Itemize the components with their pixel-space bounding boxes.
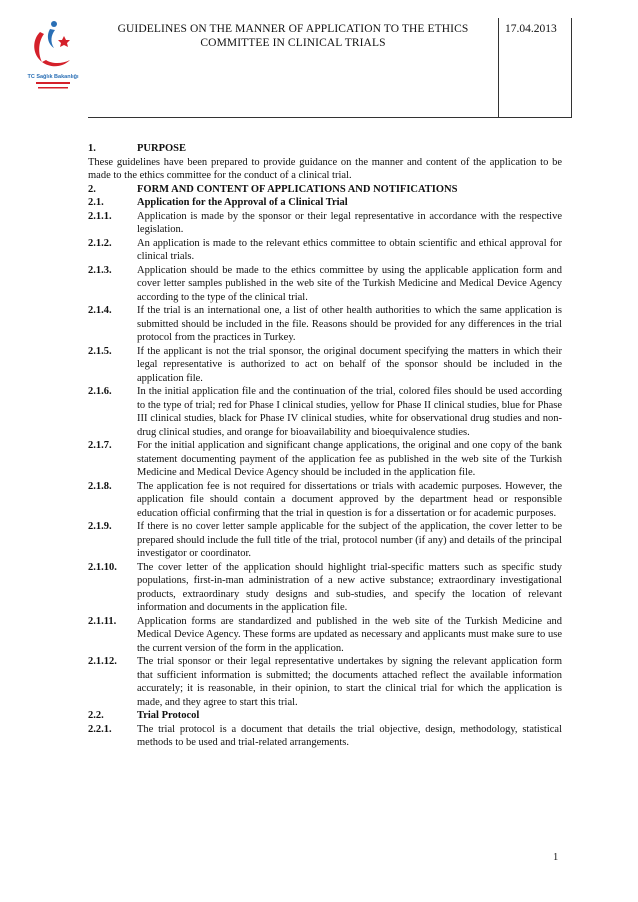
header-divider <box>498 18 499 118</box>
section-number: 2.1. <box>88 197 104 208</box>
item-number: 2.1.3. <box>88 264 112 276</box>
item-text: The trial protocol is a document that details the trial objective, design, methodology, statistical methods to be used and trial-related arrangements. <box>137 723 562 748</box>
section-number: 2.2. <box>88 710 104 721</box>
item-text: The application fee is not required for dissertations or trials with academic purposes. However, the application file should contain a document approved by the department head or responsible education official confirming that the trial in question is for a dissertation or for academic purposes. <box>137 480 562 519</box>
item-text: In the initial application file and the continuation of the trial, colored files should be used according to the type of trial; red for Phase I clinical studies, yellow for Phase II clinical studies, blue for Phase III clinical studies, black for Phase IV clinical studies, white for observational drug studies and non-drug clinical studies, and orange for bioavailability and bioequivalence studies. <box>137 386 562 438</box>
purpose-paragraph: These guidelines have been prepared to provide guidance on the manner and content of the application to be made to the ethics committee for the conduct of a clinical trial. <box>88 156 562 181</box>
item-text: Application forms are standardized and published in the web site of the Turkish Medicine and Medical Device Agency. These forms are updated as necessary and applicants must make sure to use the current version of the form in the application. <box>137 615 562 654</box>
item-text: Application should be made to the ethics committee by using the applicable application form and cover letter samples published in the web site of the Turkish Medicine and Medical Device Agency according to the type of the clinical trial. <box>137 264 562 303</box>
svg-text:TC Sağlık Bakanlığı: TC Sağlık Bakanlığı <box>27 74 79 80</box>
list-item <box>88 615 562 656</box>
item-number: 2.1.11. <box>88 615 117 627</box>
section-title: FORM AND CONTENT OF APPLICATIONS AND NOTIFICATIONS <box>137 183 458 195</box>
item-text: The trial sponsor or their legal representative undertakes by signing the relevant application form that sufficient information is submitted; the documents attached reflect the available information accurately; it is reasonable, in their opinion, to start the clinical trial for which the application is made, and they agree to start this trial. <box>137 656 562 708</box>
list-item <box>88 237 562 264</box>
item-text: An application is made to the relevant ethics committee to obtain scientific and ethical approval for clinical trials. <box>137 237 562 262</box>
section-number: 1. <box>88 143 96 154</box>
subsection-heading <box>88 709 562 723</box>
item-number: 2.1.6. <box>88 386 112 397</box>
item-number: 2.1.5. <box>88 345 112 357</box>
item-number: 2.1.12. <box>88 656 117 667</box>
list-item <box>88 655 562 709</box>
item-number: 2.1.2. <box>88 237 112 249</box>
list-item <box>88 304 562 345</box>
list-item <box>88 385 562 439</box>
item-text: The cover letter of the application should highlight trial-specific matters such as specific study populations, first-in-man administration of a new active substance; extraordinary investigational products, extraordinary study designs and sub-studies, and specify the location of relevant information and documents in the application file. <box>137 561 562 613</box>
header-box <box>88 18 572 118</box>
list-item <box>88 345 562 386</box>
item-text: If the trial is an international one, a list of other health authorities to which the same application is submitted should be included in the file. Reasons should be provided for any differences in the trial protocol from the practices in Turkey. <box>137 305 562 343</box>
section-title: Trial Protocol <box>137 710 200 721</box>
item-number: 2.1.9. <box>88 521 112 532</box>
subsection-heading <box>88 196 562 210</box>
list-item <box>88 480 562 521</box>
item-number: 2.1.4. <box>88 305 112 316</box>
list-item <box>88 723 562 750</box>
section-heading <box>88 183 562 197</box>
ministry-logo <box>24 18 82 98</box>
document-date: 17.04.2013 <box>505 23 557 35</box>
section-heading <box>88 142 562 156</box>
item-number: 2.1.8. <box>88 480 112 492</box>
document-title: GUIDELINES ON THE MANNER OF APPLICATION TO THE ETHICS COMMITTEE IN CLINICAL TRIALS <box>117 23 469 49</box>
item-number: 2.1.1. <box>88 210 112 222</box>
list-item <box>88 210 562 237</box>
section-number: 2. <box>88 183 96 195</box>
list-item <box>88 561 562 615</box>
list-item <box>88 439 562 480</box>
item-text: If the applicant is not the trial sponsor, the original document specifying the matters in which their legal representative is authorized to act on behalf of the sponsor should be included in the application file. <box>137 345 562 384</box>
item-text: For the initial application and significant change applications, the original and one copy of the bank statement documenting payment of the application fee as published in the web site of the Turkish Medicine and Medical Device Agency should be included in the application file. <box>137 440 562 478</box>
item-text: If there is no cover letter sample applicable for the subject of the application, the cover letter to be prepared should include the full title of the trial, protocol number (if any) and details of the principal investigator or coordinator. <box>137 521 562 559</box>
item-number: 2.2.1. <box>88 723 112 735</box>
ministry-logo-icon <box>24 18 82 98</box>
section-title: Application for the Approval of a Clinical Trial <box>137 197 348 208</box>
list-item <box>88 520 562 561</box>
page-number: 1 <box>553 852 559 863</box>
section-title: PURPOSE <box>137 143 187 154</box>
item-number: 2.1.10. <box>88 561 117 573</box>
item-number: 2.1.7. <box>88 440 112 451</box>
item-text: Application is made by the sponsor or their legal representative in accordance with the respective legislation. <box>137 210 562 235</box>
document-body <box>88 142 562 750</box>
list-item <box>88 264 562 305</box>
